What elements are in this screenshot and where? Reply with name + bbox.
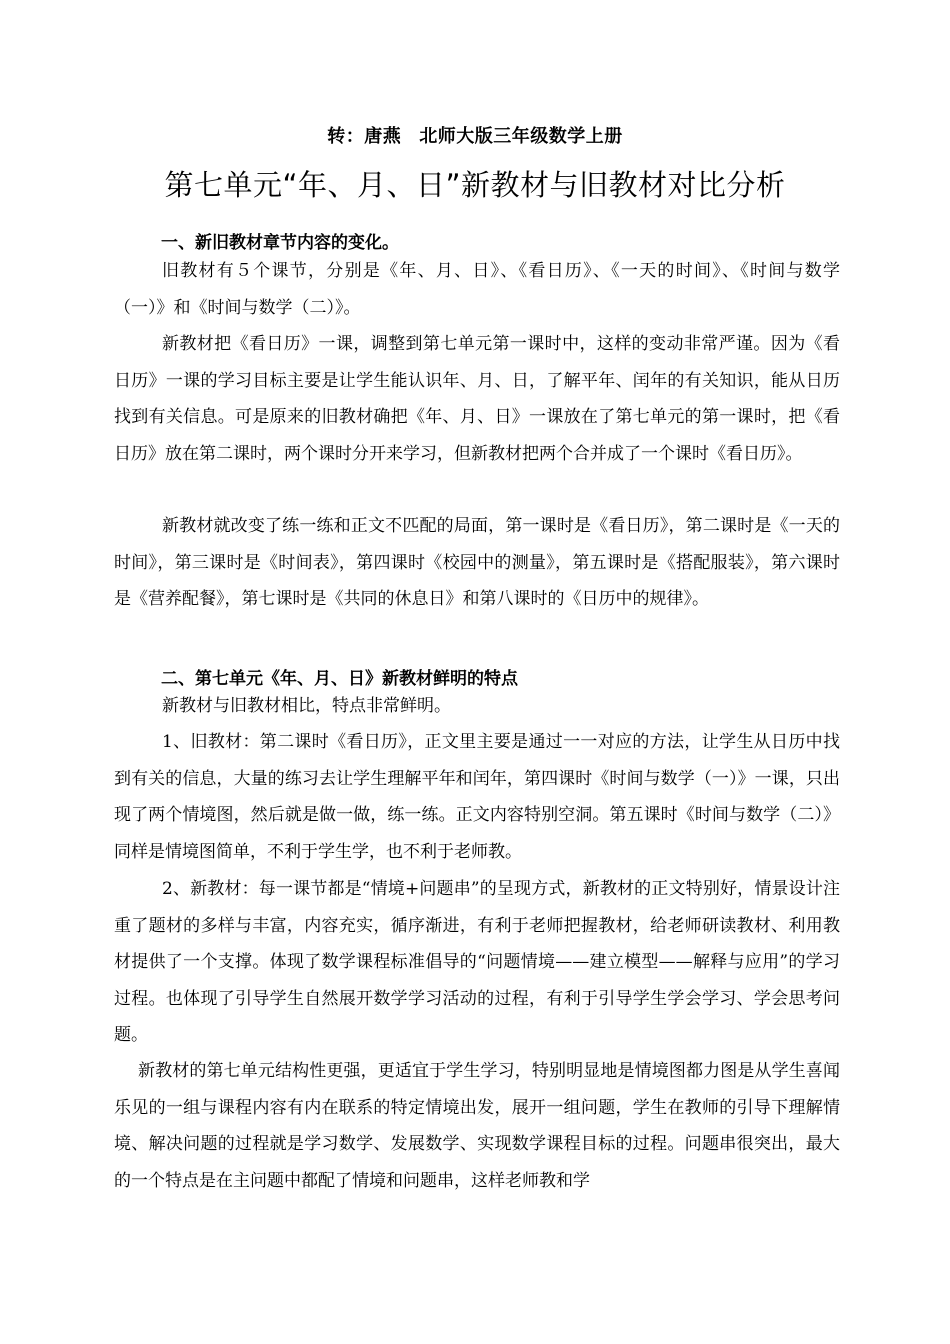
section-2-paragraph-1: 新教材与旧教材相比，特点非常鲜明。 (162, 696, 451, 716)
section-1-paragraph-2: 新教材把《看日历》一课，调整到第七单元第一课时中，这样的变动非常严谨。因为《看日历》一课的学习目标主要是让学生能认识年、月、日，了解平年、闰年的有关知识，能从日历找到有关信息。可是原来的旧教材确把《年、月、日》一课放在了第七单元的第一课时，把《看日历》放在第二课时，两个课时分开来学习，但新教材把两个合并成了一个课时《看日历》。 (114, 334, 840, 464)
source-prefix: 转：唐燕 (327, 126, 402, 147)
section-1-heading: 一、新旧教材章节内容的变化。 (161, 233, 399, 253)
section-2-paragraph-2: 1、旧教材：第二课时《看日历》，正文里主要是通过一一对应的方法，让学生从日历中找到有关的信息，大量的练习去让学生理解平年和闰年，第四课时《时间与数学（一）》一课，只出现了两个情境图，然后就是做一做，练一练。正文内容特别空洞。第五课时《时间与数学（二）》同样是情境图简单，不利于学生学，也不利于老师教。 (114, 732, 840, 862)
source-attribution (0, 122, 950, 148)
source-book: 北师大版三年级数学上册 (419, 126, 623, 147)
section-1-paragraph-1: 旧教材有５个课节，分别是《年、月、日》、《看日历》、《一天的时间》、《时间与数学（一）》和《时间与数学（二）》。 (114, 261, 840, 318)
page-title: 第七单元“年、月、日”新教材与旧教材对比分析 (164, 168, 786, 202)
section-1-paragraph-3: 新教材就改变了练一练和正文不匹配的局面，第一课时是《看日历》，第二课时是《一天的时间》，第三课时是《时间表》，第四课时《校园中的测量》，第五课时是《搭配服装》，第六课时是《营养配餐》，第七课时是《共同的休息日》和第八课时的《日历中的规律》。 (114, 516, 840, 610)
section-2-heading: 二、第七单元《年、月、日》新教材鲜明的特点 (161, 669, 518, 689)
section-2-paragraph-3: 2、新教材：每一课节都是“情境+问题串”的呈现方式，新教材的正文特别好，情景设计注重了题材的多样与丰富，内容充实，循序渐进，有利于老师把握教材，给老师研读教材、利用教材提供了一个支撑。体现了数学课程标准倡导的“问题情境——建立模型——解释与应用”的学习过程。也体现了引导学生自然展开数学学习活动的过程，有利于引导学生学会学习、学会思考问题。 (114, 879, 840, 1046)
section-2-paragraph-4: 新教材的第七单元结构性更强，更适宜于学生学习，特别明显地是情境图都力图是从学生喜闻乐见的一组与课程内容有内在联系的特定情境出发，展开一组问题，学生在教师的引导下理解情境、解决问题的过程就是学习数学、发展数学、实现数学课程目标的过程。问题串很突出，最大的一个特点是在主问题中都配了情境和问题串，这样老师教和学 (114, 1061, 840, 1191)
